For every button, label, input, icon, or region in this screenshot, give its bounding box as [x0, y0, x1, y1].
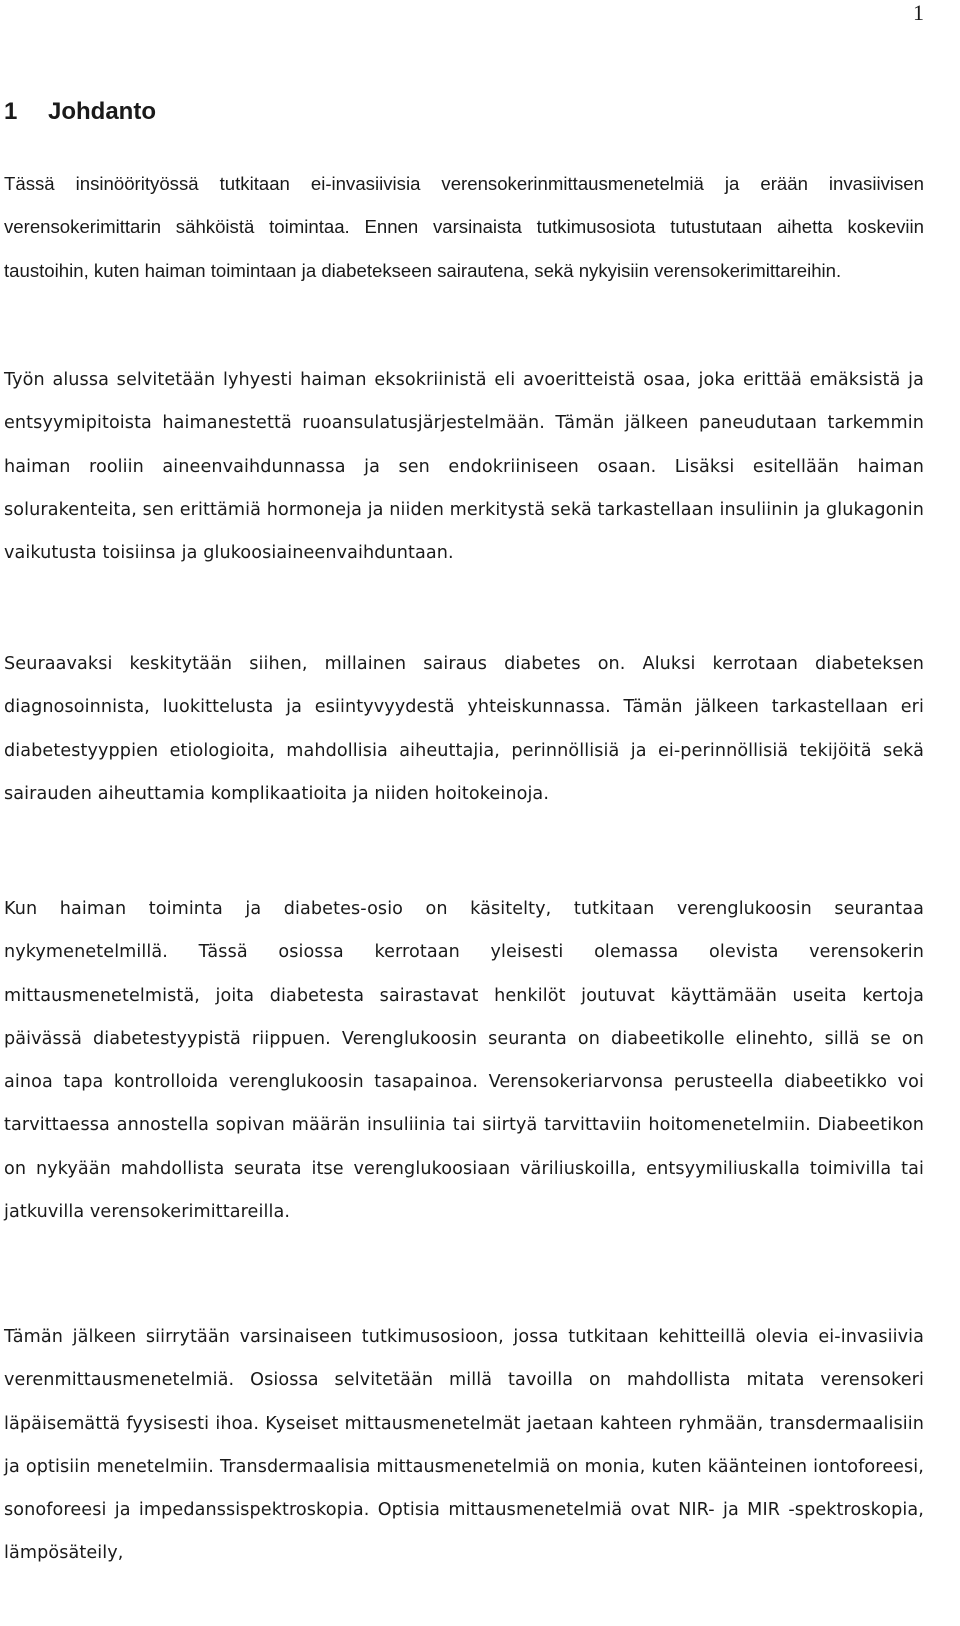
paragraph-intro: Tässä insinöörityössä tutkitaan ei-invasiivisia verensokerinmittausmenetelmiä ja erään invasiivisen verensokerimittarin sähköistä toimintaa. Ennen varsinaista tutkimusosiota tutustutaan aihetta koskeviin taustoihin, kuten haiman toimintaan ja diabetekseen sairautena, sekä nykyisiin verensokerimittareihin.: [4, 173, 924, 281]
section-title: Johdanto: [48, 98, 156, 125]
paragraph-diabetes: Seuraavaksi keskitytään siihen, millainen sairaus diabetes on. Aluksi kerrotaan diabeteksen diagnosoinnista, luokittelusta ja esiintyvyydestä yhteiskunnassa. Tämän jälkeen tarkastellaan eri diabetestyyppien etiologioita, mahdollisia aiheuttajia, perinnöllisiä ja ei-perinnöllisiä tekijöitä sekä sairauden aiheuttamia komplikaatioita ja niiden hoitokeinoja.: [4, 654, 924, 804]
section-number: 1: [4, 98, 18, 125]
section-heading: [4, 98, 156, 126]
paragraph-glucose-monitoring: Kun haiman toiminta ja diabetes-osio on käsitelty, tutkitaan verenglukoosin seurantaa nykymenetelmillä. Tässä osiossa kerrotaan yleisesti olemassa olevista verensokerin mittausmenetelmistä, joita diabetesta sairastavat henkilöt joutuvat käyttämään useita kertoja päivässä diabetestyypistä riippuen. Verenglukoosin seuranta on diabeetikolle elinehto, sillä se on ainoa tapa kontrolloida verenglukoosin tasapainoa. Verensokeriarvonsa perusteella diabeetikko voi tarvittaessa annostella sopivan määrän insuliinia tai siirtyä tarvittaviin hoitomenetelmiin. Diabeetikon on nykyään mahdollista seurata itse verenglukoosiaan väriliuskoilla, entsyymiliuskalla toimivilla tai jatkuvilla verensokerimittareilla.: [4, 899, 924, 1223]
paragraph-pancreas: Työn alussa selvitetään lyhyesti haiman eksokriinistä eli avoeritteistä osaa, joka erittää emäksistä ja entsyymipitoista haimanestettä ruoansulatusjärjestelmään. Tämän jälkeen paneudutaan tarkemmin haiman rooliin aineenvaihdunnassa ja sen endokriiniseen osaan. Lisäksi esitellään haiman solurakenteita, sen erittämiä hormoneja ja niiden merkitystä sekä tarkastellaan insuliinin ja glukagonin vaikutusta toisiinsa ja glukoosiaineenvaihduntaan.: [4, 370, 924, 564]
paragraph-non-invasive: Tämän jälkeen siirrytään varsinaiseen tutkimusosioon, jossa tutkitaan kehitteillä olevia ei-invasiivia verenmittausmenetelmiä. Osiossa selvitetään millä tavoilla on mahdollista mitata verensokeri läpäisemättä fyysisesti ihoa. Kyseiset mittausmenetelmät jaetaan kahteen ryhmään, transdermaalisiin ja optisiin menetelmiin. Transdermaalisia mittausmenetelmiä on monia, kuten käänteinen iontoforeesi, sonoforeesi ja impedanssispektroskopia. Optisia mittausmenetelmiä ovat NIR- ja MIR -spektroskopia, lämpösäteily,: [4, 1327, 924, 1564]
page-number: 1: [913, 0, 924, 25]
